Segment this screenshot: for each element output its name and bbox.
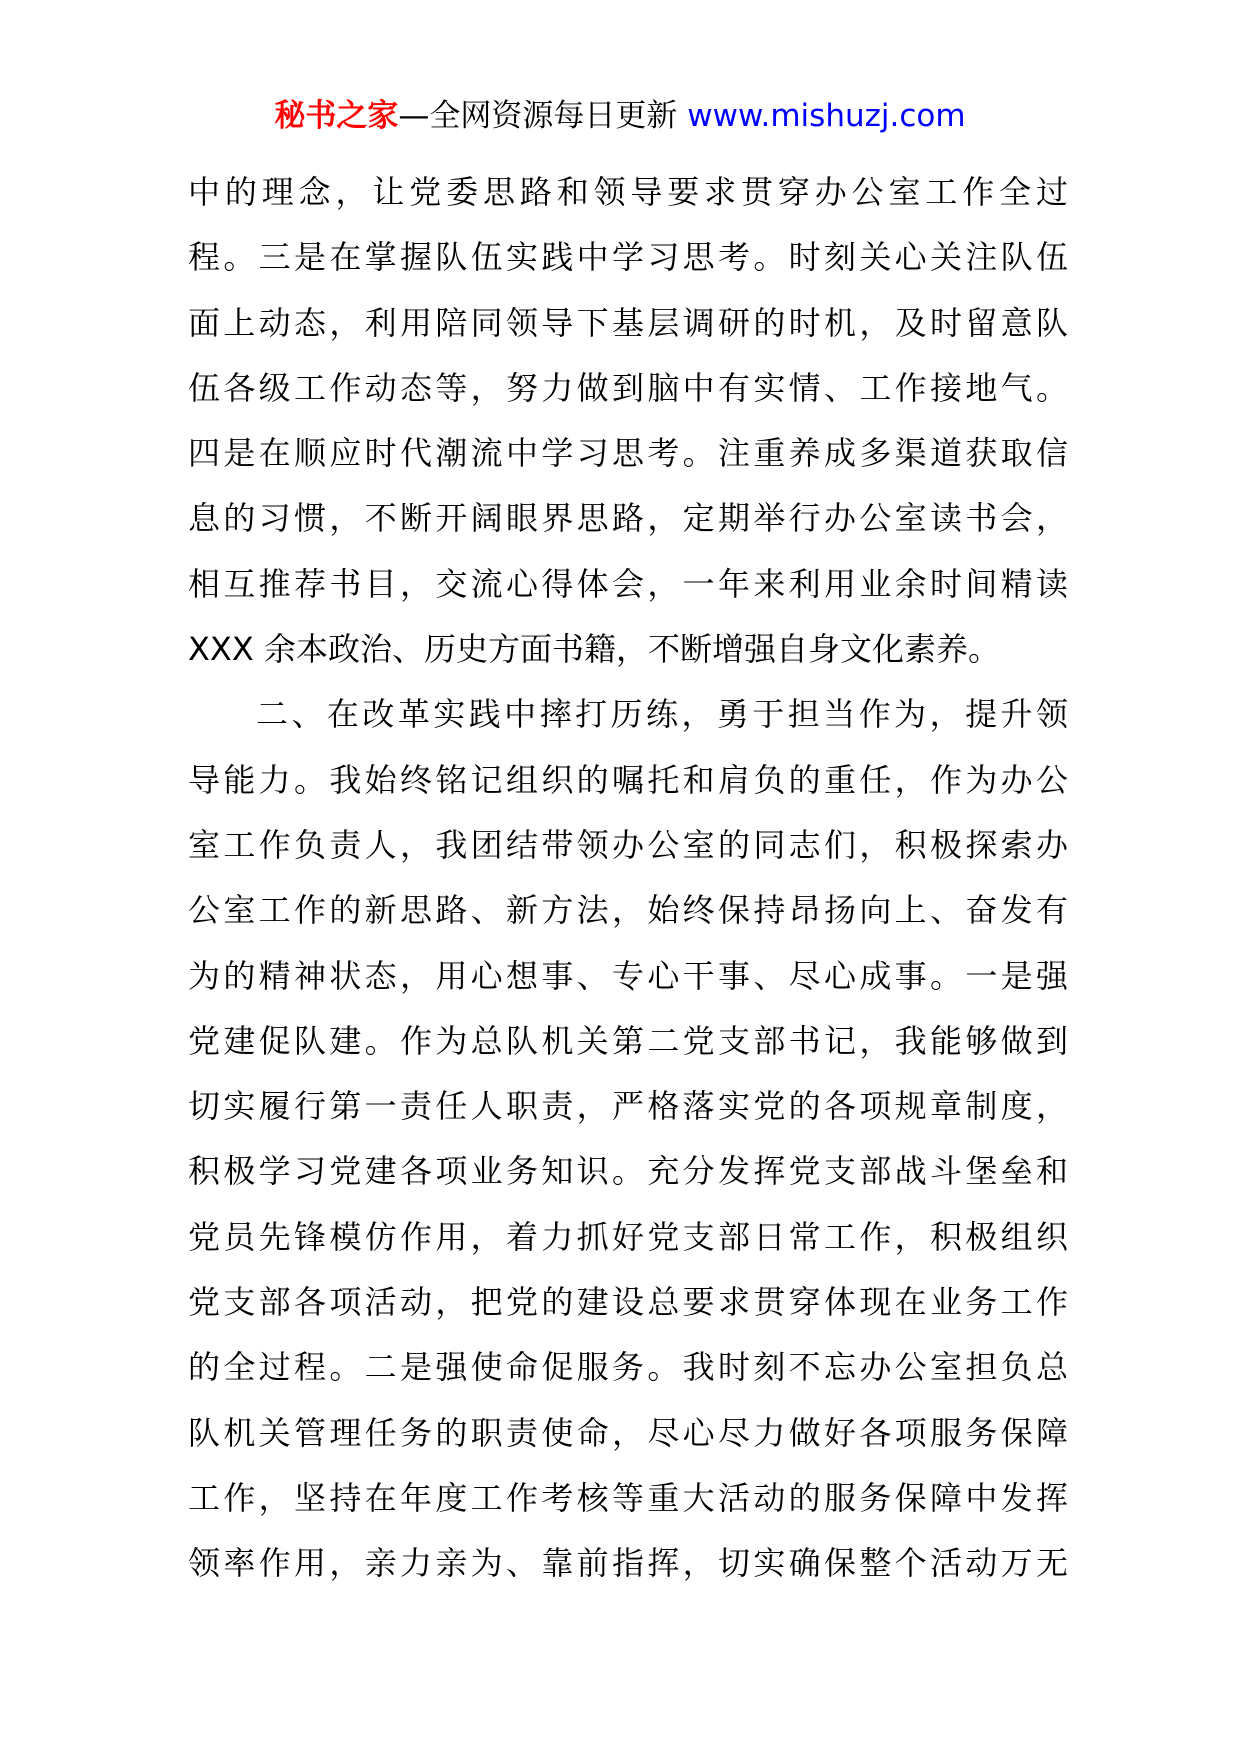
text-line: 程。三是在掌握队伍实践中学习思考。时刻关心关注队伍 — [188, 238, 1068, 277]
text-line: 伍各级工作动态等，努力做到脑中有实情、工作接地气。 — [188, 368, 1068, 407]
text-line: 导能力。我始终铭记组织的嘱托和肩负的重任，作为办公 — [188, 760, 1068, 799]
text-line: 队机关管理任务的职责使命，尽心尽力做好各项服务保障 — [188, 1413, 1068, 1452]
text-line: 党支部各项活动，把党的建设总要求贯穿体现在业务工作 — [188, 1283, 1068, 1322]
text-line: 公室工作的新思路、新方法，始终保持昂扬向上、奋发有 — [188, 891, 1068, 930]
text-line: 切实履行第一责任人职责，严格落实党的各项规章制度， — [188, 1087, 1068, 1126]
text-line: 领率作用，亲力亲为、靠前指挥，切实确保整个活动万无 — [188, 1544, 1068, 1583]
site-brand: 秘书之家 — [274, 98, 399, 134]
site-tagline: —全网资源每日更新 — [398, 98, 688, 134]
text-line: 四是在顺应时代潮流中学习思考。注重养成多渠道获取信 — [188, 434, 1068, 473]
text-line: 工作，坚持在年度工作考核等重大活动的服务保障中发挥 — [188, 1478, 1068, 1517]
text-line: 的全过程。二是强使命促服务。我时刻不忘办公室担负总 — [188, 1348, 1068, 1387]
section-heading-line: 二、在改革实践中摔打历练，勇于担当作为，提升领 — [256, 695, 1068, 734]
text-line: 积极学习党建各项业务知识。充分发挥党支部战斗堡垒和 — [188, 1152, 1068, 1191]
site-url-link[interactable]: www.mishuzj.com — [687, 98, 966, 134]
document-body — [188, 160, 1068, 1597]
page-header — [0, 96, 1240, 136]
text-line: 中的理念，让党委思路和领导要求贯穿办公室工作全过 — [188, 173, 1068, 211]
text-line: 室工作负责人，我团结带领办公室的同志们，积极探索办 — [188, 825, 1068, 864]
text-line: 为的精神状态，用心想事、专心干事、尽心成事。一是强 — [188, 956, 1068, 995]
text-line: 面上动态，利用陪同领导下基层调研的时机，及时留意队 — [188, 303, 1068, 342]
text-line: 相互推荐书目，交流心得体会，一年来利用业余时间精读 — [188, 564, 1068, 603]
text-line: 息的习惯，不断开阔眼界思路，定期举行办公室读书会， — [188, 499, 1068, 538]
text-line: XXX 余本政治、历史方面书籍，不断增强自身文化素养。 — [188, 630, 1000, 669]
text-line: 党员先锋模仿作用，着力抓好党支部日常工作，积极组织 — [188, 1217, 1068, 1256]
text-line: 党建促队建。作为总队机关第二党支部书记，我能够做到 — [188, 1021, 1068, 1060]
